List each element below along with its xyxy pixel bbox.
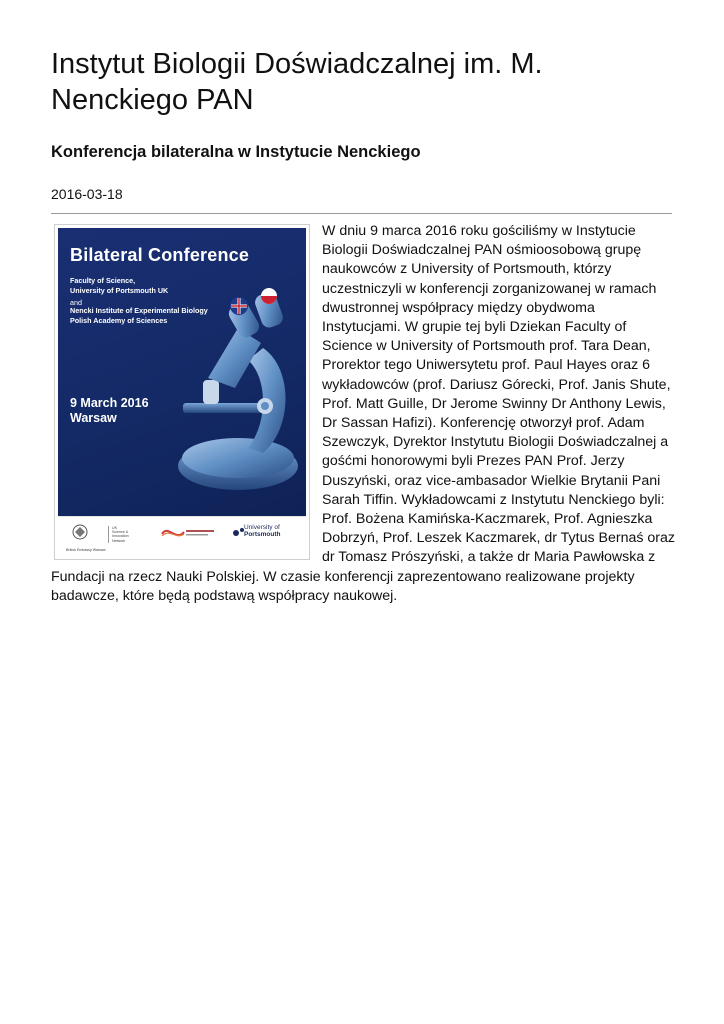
poster-date: 9 March 2016 Warsaw [70,396,149,425]
article-title: Konferencja bilateralna w Instytucie Nenckiego [51,143,421,161]
article-body: W dniu 9 marca 2016 roku gościliśmy w Instytucie Biologii Doświadczalnej PAN ośmioosobową grupę naukowców z University of Portsmouth, którzy uczestniczyli w konferencji zorganizowanej w ramach dwustronnej współpracy między obydwoma Instytucjami. W grupie tej byli Dziekan Faculty of Science w University of Portsmouth prof. Tara Dean, Prorektor tego Uniwersytetu prof. Paul Hayes oraz 6 wykładowców (prof. Dariusz Górecki, Prof. Janis Shute, Prof. Matt Guille, Dr Jerome Swinny Dr Anthony Lewis, Dr Sassan Hafizi). Konferencję otworzył prof. Adam Szewczyk, Dyrektor Instytutu Biologii Doświadczalnej a gośćmi honorowymi byli Prezes PAN Prof. Jerzy Duszyński, oraz vice-ambasador Wielkie Brytanii Pani Sarah Tiffin. Wykładowcami z Instytutu Nenckiego byli: Prof. Bożena Kamińska-Kaczmarek, Prof. Agnieszka Dobrzyń, Prof. Leszek Kaczmarek, dr Tytus Bernaś oraz dr Tomasz Prószyński, a także dr Maria Pawłowska z Fundacji na rzecz Nauki Polskiej. W czasie konferencji zaprezentowano realizowane projekty badawcze, które będą podstawą współpracy naukowej. [51,223,675,604]
site-title [51,46,672,118]
divider [51,213,672,214]
document-page [51,46,675,604]
poster-and: and [70,298,82,307]
article-content [51,222,676,606]
poster-title: Bilateral Conference [70,245,250,265]
conference-poster-image [54,224,310,560]
british-embassy-crest-icon [68,522,92,548]
logo-uk-sin: UK Science & Innovation Network [108,526,152,543]
site-title-line2: Nenckiego PAN [51,84,254,116]
site-title-line1: Instytut Biologii Doświadczalnej im. M. [51,48,543,80]
nencki-institute-logo-icon [158,522,218,544]
poster-org2: Nencki Institute of Experimental Biology Polish Academy of Sciences [70,306,208,325]
poster-org1: Faculty of Science, University of Portsmouth UK [70,276,169,295]
article-date: 2016-03-18 [51,186,123,202]
logo-british-embassy-text: British Embassy Warsaw [66,548,106,552]
logo-portsmouth-text: University of Portsmouth [244,524,281,538]
microscope-illustration [143,288,303,503]
